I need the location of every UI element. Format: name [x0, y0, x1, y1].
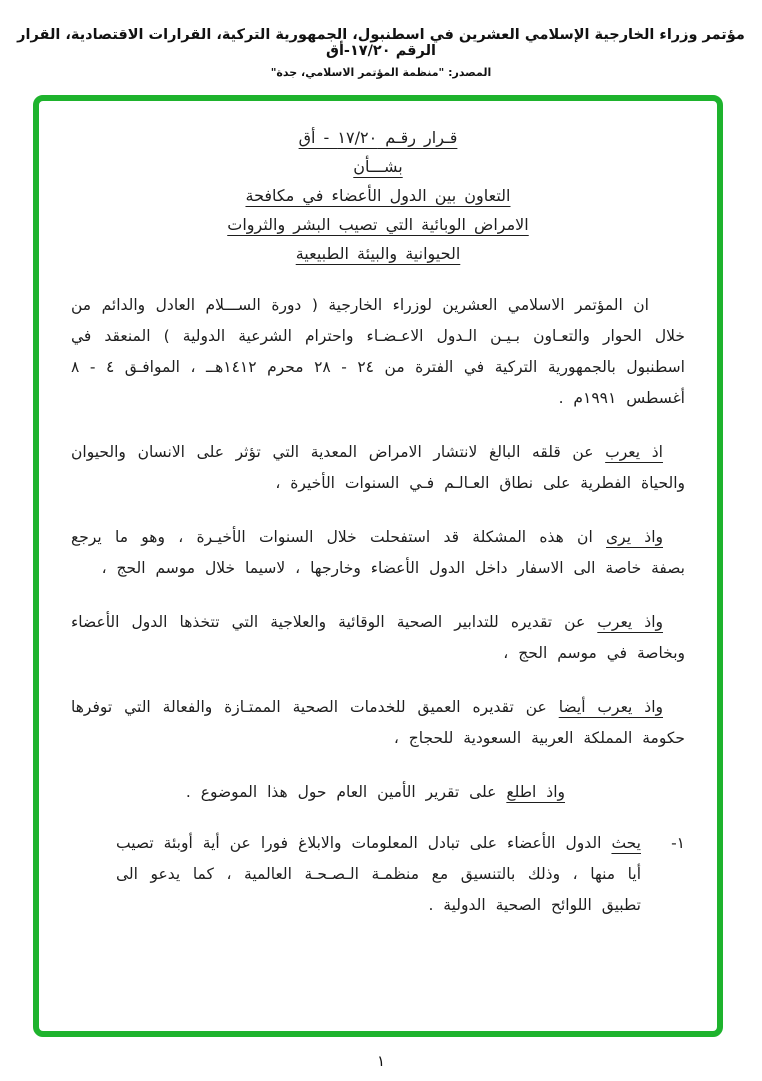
paragraph-text: الدول الأعضاء على تبادل المعلومات والابلاغ فورا عن أية أوبئة تصيب أيا منها ، وذلك بالتنسيق مع منظمـة الـصـحـة العالمية ، كما يدعو الى تطبيق اللوائح الصحية الدولية .	[116, 834, 641, 914]
source-line: المصدر: "منظمة المؤتمر الاسلامي، جدة"	[270, 66, 492, 79]
underlined-lead: يحث	[611, 834, 641, 852]
title-regarding-line: بشـــأن	[353, 157, 403, 176]
preamble-paragraph	[71, 777, 685, 808]
underlined-lead: اذ يعرب	[605, 443, 663, 461]
preamble-paragraph	[71, 607, 685, 669]
resolution-title-block	[71, 123, 685, 268]
page-number: ١	[376, 1052, 386, 1070]
paragraph-text: ان هذه المشكلة قد استفحلت خلال السنوات الأخيـرة ، وهو ما يرجع بصفة خاصة الى الاسفار داخل الدول الأعضاء وخارجها ، لاسيما خلال موسم الحج ،	[71, 528, 685, 577]
item-number: ١-	[671, 834, 685, 852]
underlined-lead: واذ اطلع	[506, 783, 565, 801]
item-text	[116, 828, 641, 921]
title-subject-line-2: الامراض الوبائية التي تصيب البشر والثروات	[227, 215, 529, 234]
title-subject-line-3: الحيوانية والبيئة الطبيعية	[295, 244, 461, 263]
paragraph-text: عن تقديره العميق للخدمات الصحية الممتـازة والفعالة التي توفرها حكومة المملكة العربية السعودية للحجاج ،	[71, 698, 685, 747]
preamble-paragraph	[71, 437, 685, 499]
preamble-paragraph	[71, 692, 685, 754]
document-header: مؤتمر وزراء الخارجية الإسلامي العشرين في اسطنبول، الجمهورية التركية، القرارات الاقتصادية، القرار الرقم ١٧/٢٠-أق	[17, 27, 745, 59]
paragraph-text: ان المؤتمر الاسلامي العشرين لوزراء الخارجية ( دورة الســـلام العادل والدائم من خلال الحوار والتعـاون بـيـن الـدول الاعـضـاء واحترام الشرعية الدولية ) المنعقد في اسطنبول بالجمهورية التركية في الفترة من ٢٤ - ٢٨ محرم ١٤١٢هــ ، الموافـق ٤ - ٨ أغسطس ١٩٩١م .	[71, 296, 685, 407]
paragraph-text: عن قلقه البالغ لانتشار الامراض المعدية التي تؤثر على الانسان والحيوان والحياة الفطرية على نطاق العـالـم فـي السنوات الأخيرة ،	[71, 443, 685, 492]
preamble-paragraph	[71, 290, 685, 414]
paragraph-text: على تقرير الأمين العام حول هذا الموضوع .	[185, 783, 507, 801]
underlined-lead: واذ يرى	[606, 528, 663, 546]
paragraph-text: عن تقديره للتدابير الصحية الوقائية والعلاجية التي تتخذها الدول الأعضاء وبخاصة في موسم الحج ،	[71, 613, 685, 662]
resolution-item	[71, 828, 685, 921]
underlined-lead: واذ يعرب أيضا	[558, 698, 663, 716]
preamble-paragraph	[71, 522, 685, 584]
green-border-box	[33, 95, 723, 1037]
resolution-number-line: قـرار رقـم ١٧/٢٠ - أق	[298, 128, 458, 147]
title-subject-line-1: التعاون بين الدول الأعضاء في مكافحة	[245, 186, 511, 205]
underlined-lead: واذ يعرب	[597, 613, 663, 631]
